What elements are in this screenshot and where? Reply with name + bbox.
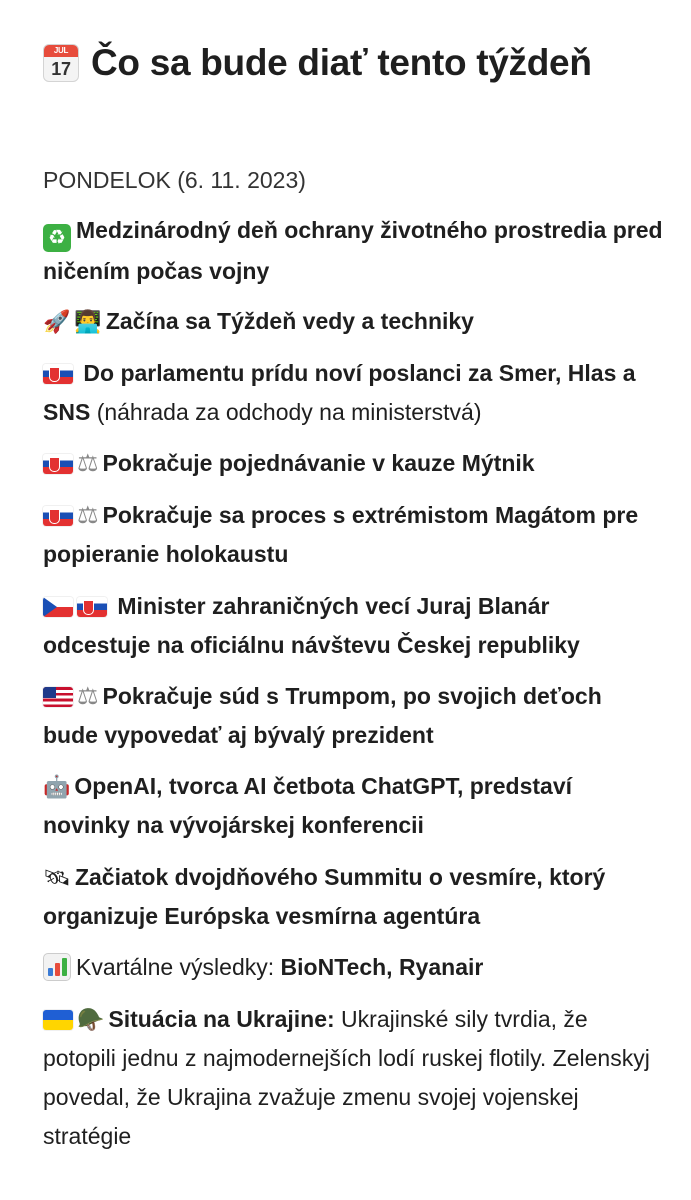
calendar-day: 17 xyxy=(51,59,71,79)
item-bold-text: Pokračuje súd s Trumpom, po svojich deťoch bude vypovedať aj bývalý prezident xyxy=(43,683,602,748)
item-text: Ukrajinské sily tvrdia, že potopili jednu z najmodernejších lodí ruskej flotily. Zelenskyj povedal, že Ukrajina zvažuje zmenu svojej vojenskej stratégie xyxy=(43,1006,650,1149)
rocket-icon: 🚀 xyxy=(43,309,71,334)
list-item xyxy=(43,587,663,665)
item-bold-text: Začína sa Týždeň vedy a techniky xyxy=(105,308,474,334)
item-bold-text: Pokračuje pojednávanie v kauze Mýtnik xyxy=(102,450,535,476)
military-helmet-icon: 🪖 xyxy=(77,1007,105,1032)
slovakia-flag-icon xyxy=(43,364,73,384)
list-item xyxy=(43,858,663,936)
technologist-icon: 👨‍💻 xyxy=(74,309,102,334)
item-text-prefix: Kvartálne výsledky: xyxy=(76,954,275,980)
item-bold-text: Do parlamentu prídu noví poslanci za Smer, Hlas a SNS xyxy=(43,360,636,425)
page-title-text: Čo sa bude diať tento týždeň xyxy=(91,42,592,83)
item-bold-text: Situácia na Ukrajine: xyxy=(108,1006,335,1032)
calendar-month: JUL xyxy=(44,45,78,57)
czech-flag-icon xyxy=(43,597,73,617)
item-bold-text: Medzinárodný deň ochrany životného prostredia pred ničením počas vojny xyxy=(43,217,663,284)
list-item xyxy=(43,302,663,341)
recycle-icon: ♻ xyxy=(43,224,71,252)
list-item xyxy=(43,444,663,483)
list-item xyxy=(43,948,663,987)
list-item xyxy=(43,211,663,291)
item-bold-text: OpenAI, tvorca AI četbota ChatGPT, predstaví novinky na vývojárskej konferencii xyxy=(43,773,572,838)
slovakia-flag-icon xyxy=(77,597,107,617)
list-item xyxy=(43,767,663,845)
slovakia-flag-icon xyxy=(43,506,73,526)
day-header: PONDELOK (6. 11. 2023) xyxy=(43,167,306,193)
item-text: (náhrada za odchody na ministerstvá) xyxy=(96,399,482,425)
satellite-icon: 🛰 xyxy=(43,865,71,890)
item-bold-text: BioNTech, Ryanair xyxy=(280,954,484,980)
list-item xyxy=(43,354,663,432)
list-item xyxy=(43,496,663,574)
scales-icon: ⚖ xyxy=(77,450,99,477)
slovakia-flag-icon xyxy=(43,454,73,474)
calendar-icon xyxy=(43,44,79,82)
scales-icon: ⚖ xyxy=(77,683,99,710)
list-item xyxy=(43,1000,663,1156)
item-bold-text: Začiatok dvojdňového Summitu o vesmíre, ktorý organizuje Európska vesmírna agentúra xyxy=(43,864,606,929)
page-title xyxy=(43,42,592,84)
ukraine-flag-icon xyxy=(43,1010,73,1030)
scales-icon: ⚖ xyxy=(77,502,99,529)
list-item xyxy=(43,677,663,755)
item-bold-text: Minister zahraničných vecí Juraj Blanár odcestuje na oficiálnu návštevu Českej republiky xyxy=(43,593,580,658)
item-bold-text: Pokračuje sa proces s extrémistom Magátom pre popieranie holokaustu xyxy=(43,502,639,567)
bar-chart-icon xyxy=(43,953,71,981)
usa-flag-icon xyxy=(43,687,73,707)
robot-icon: 🤖 xyxy=(43,774,71,799)
